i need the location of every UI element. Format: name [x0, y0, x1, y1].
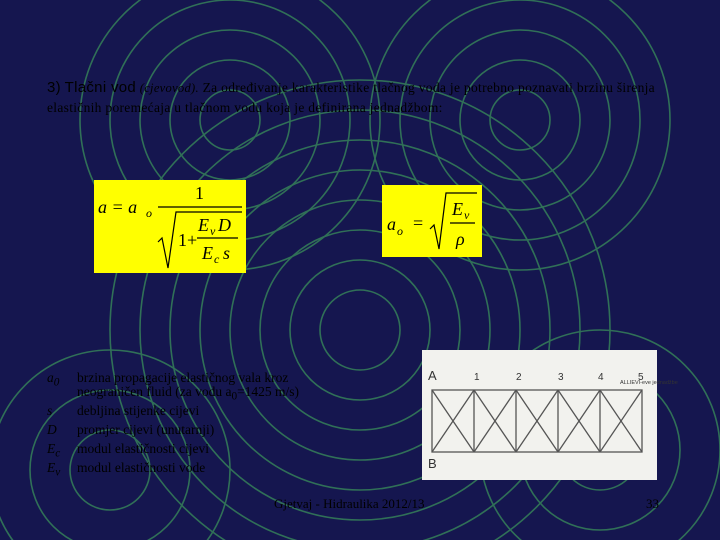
section-text: Za određivanje karakteristike tlačnog voda je potrebno poznavati brzinu širenja elastičnih poremećaja u tlačnom vodu koja je definirana jednadžbom: [47, 80, 655, 115]
section-number: 3) [47, 79, 61, 96]
footer-page-number: 33 [646, 496, 659, 511]
formula2-den: ρ [456, 229, 465, 249]
definition-text: modul elastičnosti cijevi [77, 441, 209, 457]
definition-row [47, 461, 347, 480]
formula1-inner-num-tail: D [218, 215, 231, 235]
definition-row [47, 423, 347, 442]
truss-diagram [422, 350, 678, 480]
section-keyword: Tlačni vod [64, 79, 137, 96]
formula1-inner-den-tail: s [223, 243, 231, 263]
definition-text: brzina propagacije elastičnog vala kroz neograničen fluid (za vodu $a_0=1425$ m/s) [77, 370, 300, 403]
formula2-eq: = [413, 213, 424, 233]
heading-paragraph [47, 78, 655, 118]
section-qualifier: (cjevovod). [139, 81, 199, 95]
definition-text: modul elastičnosti vode [77, 460, 206, 476]
truss-note: ALLIEVI-eve jednadžbe [620, 380, 678, 386]
definition-row [47, 404, 347, 423]
definition-text: debljina stijenke cijevi [77, 402, 200, 418]
truss-number: 4 [598, 372, 604, 383]
formula1-inner-num-sub: v [210, 224, 216, 238]
definition-row [47, 371, 347, 404]
truss-number: 1 [474, 372, 480, 383]
definition-row [47, 442, 347, 461]
formula-box-fluid-wave-speed [382, 185, 482, 257]
formula2-lhs-sub: o [397, 224, 403, 238]
formula1-lhs: a = a [98, 197, 138, 217]
truss-number: 5 [638, 372, 644, 383]
formula1-inner-den-sub: c [214, 252, 220, 266]
formula1-inner-num: E [198, 215, 209, 235]
formula1-lhs-sub: o [146, 206, 152, 220]
formula2-lhs: a [387, 214, 396, 234]
definition-text: promjer cijevi (unutarnji) [77, 421, 215, 437]
truss-label-b: B [428, 456, 437, 471]
formula1-inner-den: E [202, 243, 213, 263]
formula1-one-plus: 1+ [178, 230, 198, 250]
definition-symbol: $E_c$ [47, 441, 61, 460]
formula2-num: E [452, 199, 463, 219]
symbol-definitions [47, 371, 347, 480]
formula2-num-sub: v [464, 208, 470, 222]
truss-number: 3 [558, 372, 564, 383]
definition-symbol: $a_0$ [47, 370, 60, 389]
formula-box-pipe-wave-speed [94, 180, 246, 273]
definition-symbol: s [47, 402, 53, 418]
truss-number: 2 [516, 372, 522, 383]
footer-course: Gjetvaj - Hidraulika 2012/13 [274, 496, 425, 511]
formula1-numerator: 1 [195, 183, 204, 203]
definition-symbol: $E_v$ [47, 460, 61, 479]
definition-symbol: D [47, 421, 57, 437]
truss-lines [432, 390, 642, 452]
truss-label-a: A [428, 368, 437, 383]
